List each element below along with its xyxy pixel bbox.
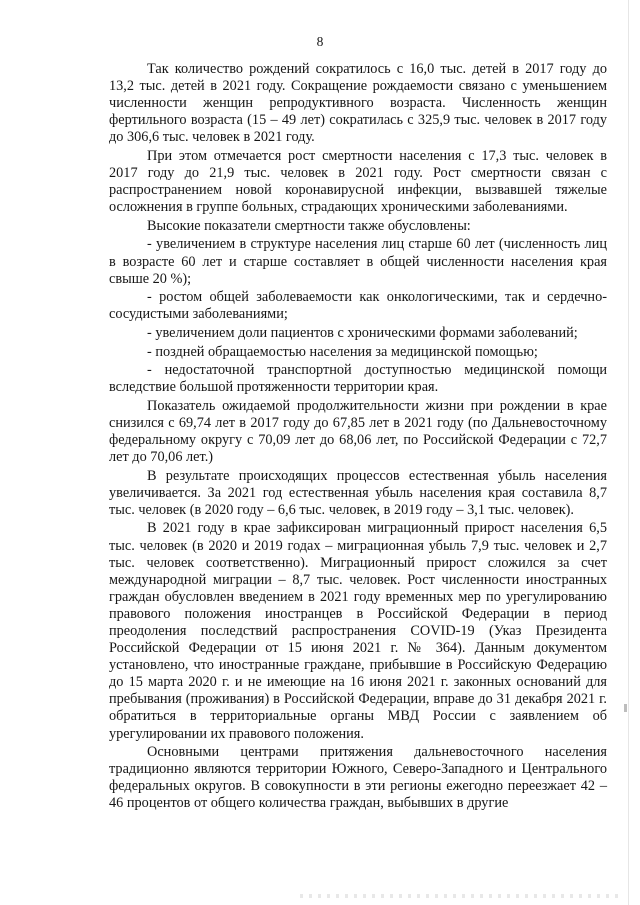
- paragraph-mortality-causes-intro: Высокие показатели смертности также обусловлены:: [147, 217, 471, 234]
- scan-bleed-through: [300, 894, 620, 898]
- scan-speck: [624, 704, 627, 712]
- paragraph-natural-decline: В результате происходящих процессов естественная убыль населения увеличивается. За 2021 год естественная убыль населения края составила 8,7 тыс. человек (в 2020 году – 6,6 тыс. человек, в 2019 году – 3,1 тыс. человек).: [109, 467, 607, 518]
- list-item-morbidity: - ростом общей заболеваемости как онкологическими, так и сердечно-сосудистыми заболеваниями;: [109, 289, 607, 323]
- paragraph-attraction-centers: Основными центрами притяжения дальневосточного населения традиционно являются территории Южного, Северо-Западного и Центрального федеральных округов. В совокупности в эти регионы ежегодно переезжает 42 – 46 процентов от общего количества граждан, выбывших в другие: [109, 744, 607, 812]
- paragraph-migration: В 2021 году в крае зафиксирован миграционный прирост населения 6,5 тыс. человек (в 2020 и 2019 годах – миграционная убыль 7,9 тыс. человек и 2,7 тыс. человек соответственно). Миграционный прирост сложился за счет международной миграции – 8,7 тыс. человек. Рост численности иностранных граждан обусловлен введением в 2021 году временных мер по урегулированию правового положения иностранцев в Российской Федерации в период преодоления последствий распространения COVID-19 (Указ Президента Российской Федерации от 15 июня 2021 г. № 364). Данным документом установлено, что иностранные граждане, прибывшие в Российскую Федерацию до 15 марта 2020 г. и не имеющие на 16 июня 2021 г. законных оснований для пребывания (проживания) в Российской Федерации, вправе до 31 декабря 2021 г. обратиться в территориальные органы МВД России с заявлением об урегулировании их правового положения.: [109, 520, 607, 742]
- paragraph-life-expectancy: Показатель ожидаемой продолжительности жизни при рождении в крае снизился с 69,74 лет в 2017 году до 67,85 лет в 2021 году (по Дальневосточному федеральному округу с 70,09 лет до 68,06 лет, по Российской Федерации с 72,7 лет до 70,06 лет.): [109, 397, 607, 466]
- list-item-late-treatment: - поздней обращаемостью населения за медицинской помощью;: [147, 343, 538, 360]
- scan-edge: [628, 0, 629, 905]
- page-number: 8: [316, 34, 324, 49]
- paragraph-mortality: При этом отмечается рост смертности населения с 17,3 тыс. человек в 2017 году до 21,9 тыс. человек в 2021 году. Рост смертности связан с распространением новой коронавирусной инфекции, вызвавшей тяжелые осложнения в группе больных, страдающих хроническими заболеваниями.: [109, 147, 607, 216]
- list-item-chronic: - увеличением доли пациентов с хроническими формами заболеваний;: [147, 324, 578, 341]
- document-body: [109, 61, 607, 814]
- paragraph-births: Так количество рождений сократилось с 16,0 тыс. детей в 2017 году до 13,2 тыс. детей в 2021 году. Сокращение рождаемости связано с уменьшением численности женщин репродуктивного возраста. Численность женщин фертильного возраста (15 – 49 лет) сократилась с 325,9 тыс. человек в 2017 году до 306,6 тыс. человек в 2021 году.: [109, 61, 607, 146]
- list-item-elderly: - увеличением в структуре населения лиц старше 60 лет (численность лиц в возрасте 60 лет и старше составляет в общей численности населения края свыше 20 %);: [109, 236, 607, 287]
- list-item-transport-access: - недостаточной транспортной доступностью медицинской помощи вследствие большой протяженности территории края.: [109, 362, 607, 396]
